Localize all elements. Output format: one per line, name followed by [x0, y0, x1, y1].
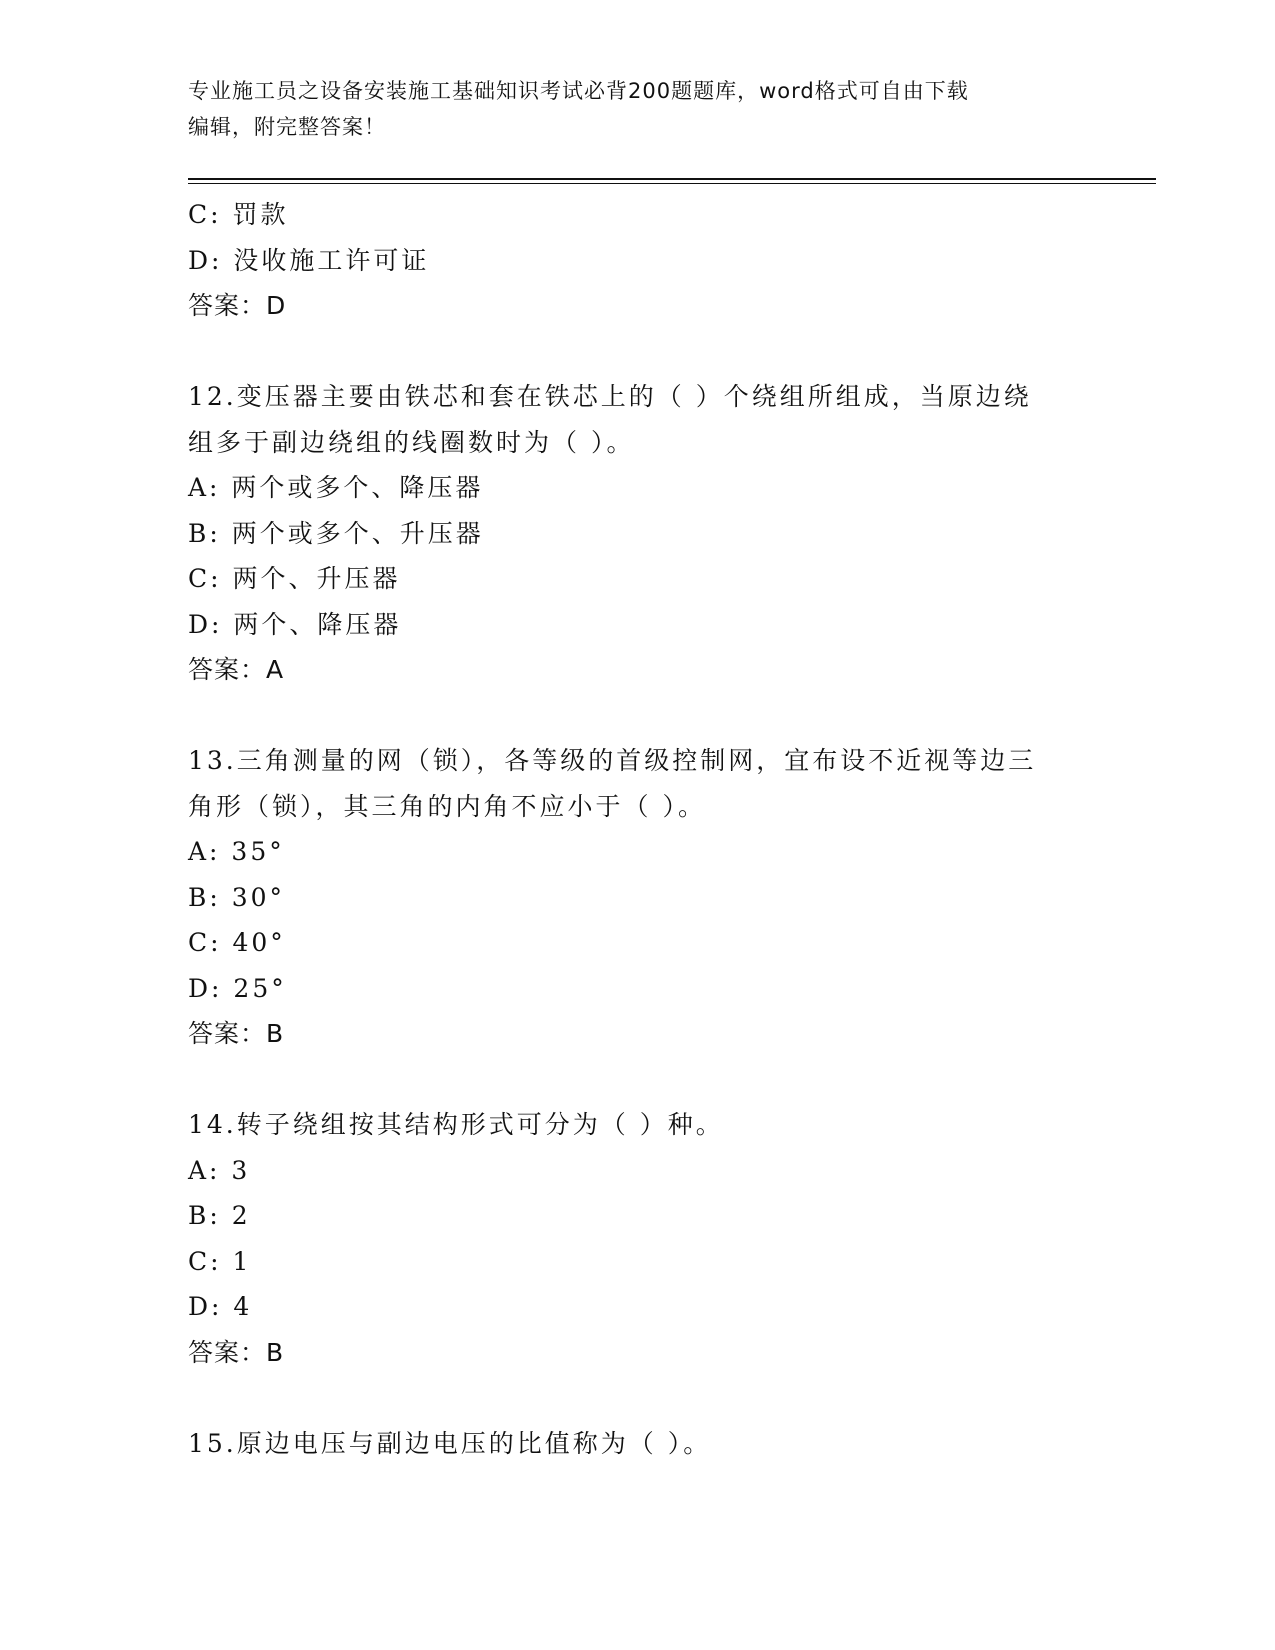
answer-line: 答案：D: [188, 291, 287, 320]
option-b: B: 30°: [188, 882, 286, 912]
question-text-line-2: 角形（锁），其三角的内角不应小于（ ）。: [188, 791, 706, 821]
option-b: B: 2: [188, 1201, 251, 1230]
question-text-line-2: 组多于副边绕组的线圈数时为（ ）。: [188, 427, 635, 457]
answer-line: 答案：B: [188, 1019, 285, 1048]
question-text-line-1: 13.三角测量的网（锁），各等级的首级控制网，宜布设不近视等边三: [188, 746, 1037, 775]
question-block-11: [188, 192, 1128, 329]
question-block-14: [188, 1102, 1128, 1375]
option-a: A: 两个或多个、降压器: [188, 473, 484, 502]
document-body: [188, 192, 1128, 1466]
option-c: C: 40°: [188, 928, 286, 957]
header-title-line-2: 编辑，附完整答案！: [188, 115, 386, 139]
page-header: [188, 73, 1088, 145]
option-c: C: 罚款: [188, 200, 289, 229]
option-c: C: 1: [188, 1246, 252, 1276]
header-rule-thin: [188, 183, 1156, 184]
option-d: D: 两个、降压器: [188, 609, 402, 639]
header-rule-thick: [188, 178, 1156, 180]
option-b: B: 两个或多个、升压器: [188, 518, 484, 548]
question-block-12: [188, 374, 1128, 693]
option-d: D: 25°: [188, 973, 287, 1003]
option-c: C: 两个、升压器: [188, 564, 401, 593]
option-a: A: 35°: [188, 837, 285, 866]
option-d: D: 没收施工许可证: [188, 245, 430, 275]
option-d: D: 4: [188, 1292, 253, 1321]
question-text-line-1: 14.转子绕组按其结构形式可分为（ ）种。: [188, 1110, 724, 1139]
question-text-line-1: 12.变压器主要由铁芯和套在铁芯上的（ ）个绕组所组成，当原边绕: [188, 382, 1032, 411]
question-text-line-1: 15.原边电压与副边电压的比值称为（ ）。: [188, 1428, 712, 1458]
option-a: A: 3: [188, 1155, 251, 1185]
answer-line: 答案：A: [188, 655, 285, 684]
header-title-line-1: 专业施工员之设备安装施工基础知识考试必背200题题库，word格式可自由下载: [188, 79, 969, 103]
answer-line: 答案：B: [188, 1337, 285, 1367]
question-block-15: [188, 1421, 1128, 1467]
question-block-13: [188, 738, 1128, 1057]
